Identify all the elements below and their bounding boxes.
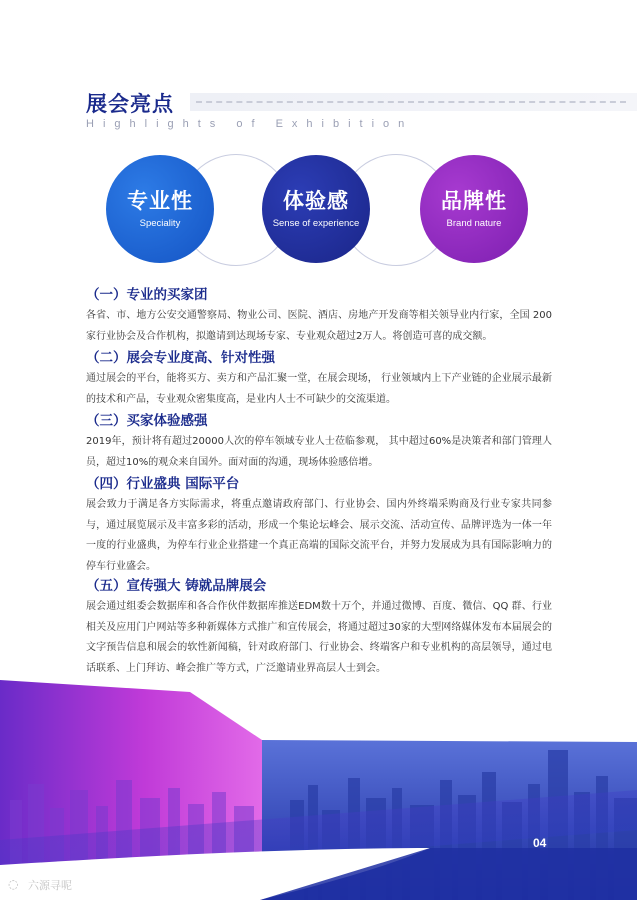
section-buyers — [86, 286, 552, 347]
section-body: 各省、市、地方公安交通警察局、物业公司、医院、酒店、房地产开发商等相关领导业内行家，全国 200 家行业协会及合作机构，拟邀请到达现场专家、专业观众超过2万人。将创造可喜的成交额。 — [86, 310, 552, 342]
section-heading: （三）买家体验感强 — [86, 413, 208, 429]
watermark-text: 六源寻呢 — [28, 879, 72, 892]
title-dashed-line — [196, 101, 626, 103]
highlight-label-en: Brand nature — [446, 218, 502, 229]
page-title: 展会亮点 — [86, 92, 174, 116]
section-body: 通过展会的平台，能将买方、卖方和产品汇聚一堂，在展会现场， 行业领域内上下产业链的企业展示最新的技术和产品，专业观众密集度高，是业内人士不可缺少的交流渠道。 — [86, 373, 552, 405]
page-subtitle: Highlights of Exhibition — [86, 118, 414, 130]
watermark-logo-icon: ◌ — [8, 877, 19, 891]
section-experience — [86, 412, 552, 473]
highlight-label-cn: 体验感 — [283, 189, 349, 213]
section-body: 2019年，预计将有超过20000人次的停车领域专业人士莅临参观， 其中超过60%是决策者和部门管理人员，超过10%的观众来自国外。面对面的沟通，现场体验感倍增。 — [86, 436, 552, 468]
highlight-label-cn: 专业性 — [127, 189, 193, 213]
highlight-circle-speciality — [106, 155, 214, 263]
highlight-circle-experience — [262, 155, 370, 263]
section-heading: （五）宣传强大 铸就品牌展会 — [86, 578, 267, 594]
section-body: 展会通过组委会数据库和各合作伙伴数据库推送EDM数十万个，并通过微博、百度、微信、QQ 群、行业相关及应用门户网站等多种新媒体方式推广和宣传展会，将通过超过30家的大型网络媒体发布本届展会的文字预告信息和展会的软性新闻稿，针对政府部门、行业协会、终端客户和专业机构的高层领导，通过电话联系、上门拜访、峰会推广等方式，广泛邀请业界高层人士到会。 — [86, 601, 552, 674]
highlight-label-en: Sense of experience — [272, 218, 360, 229]
section-body: 展会致力于满足各方实际需求，将重点邀请政府部门、行业协会、国内外终端采购商及行业专家共同参与，通过展览展示及丰富多彩的活动，形成一个集论坛峰会、展示交流、活动宣传、品牌评选为一体一年一度的行业盛典，为停车行业企业搭建一个真正高端的国际交流平台，并努力发展成为具有国际影响力的停车行业盛会。 — [86, 499, 552, 572]
highlight-label-en: Speciality — [139, 218, 181, 229]
page-number: 04 — [533, 836, 547, 850]
section-heading: （一）专业的买家团 — [86, 287, 208, 303]
section-heading: （二）展会专业度高、针对性强 — [86, 350, 275, 366]
section-promotion — [86, 577, 552, 679]
section-platform — [86, 475, 552, 577]
highlight-label-cn: 品牌性 — [441, 189, 507, 213]
section-professionalism — [86, 349, 552, 410]
city-skyline-graphic — [0, 680, 637, 900]
highlight-circle-brand — [420, 155, 528, 263]
section-heading: （四）行业盛典 国际平台 — [86, 476, 240, 492]
